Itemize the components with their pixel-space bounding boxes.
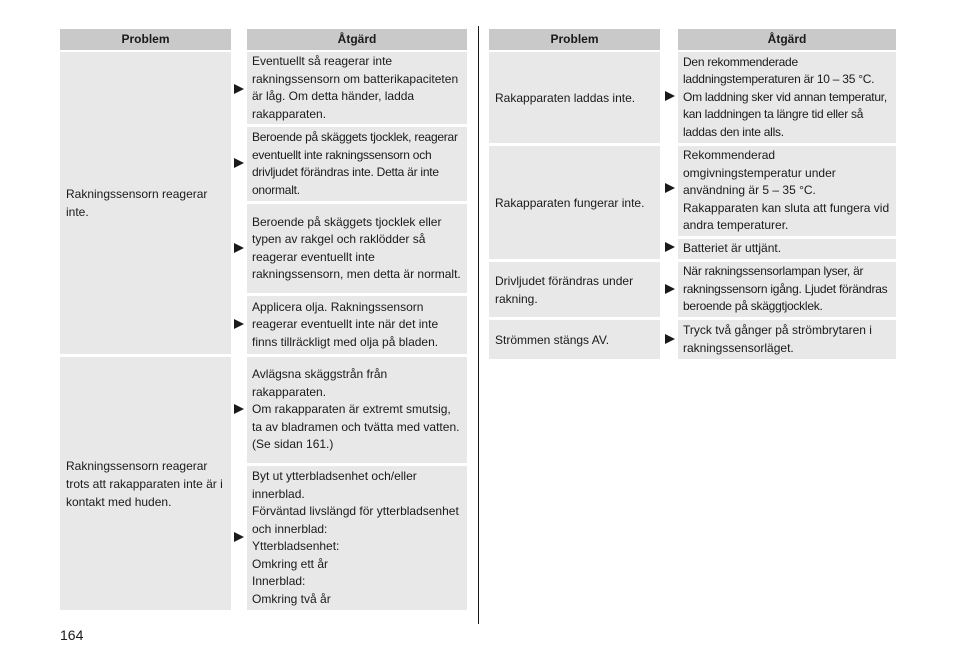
action-text: Beroende på skäggets tjocklek eller typen av rakgel och raklödder så reagerar eventuellt inte rakningssensorn, men detta är normalt. — [252, 214, 461, 281]
right-action-1-1 — [678, 52, 896, 143]
action-text: Avlägsna skäggstrån från rakapparaten. Om rakapparaten är extremt smutsig, ta av bladramen och tvätta med vatten. (Se sidan 161.) — [252, 367, 460, 452]
arrow-icon — [234, 532, 244, 542]
page-number: 164 — [60, 627, 84, 643]
arrow-icon — [234, 84, 244, 94]
right-problem-4 — [489, 320, 660, 359]
right-action-2-1 — [678, 146, 896, 236]
right-action-4-1 — [678, 320, 896, 359]
left-header-problem: Problem — [60, 29, 231, 50]
action-text: Den rekommenderade laddningstemperaturen är 10 – 35 °C. Om laddning sker vid annan temperatur, kan laddningen ta längre tid eller så laddas den inte alls. — [683, 54, 887, 139]
left-action-2-2 — [247, 466, 467, 610]
arrow-icon — [234, 243, 244, 253]
action-text: Eventuellt så reagerar inte rakningssensorn om batterikapaciteten är låg. Om detta händer, ladda rakapparaten. — [252, 54, 459, 121]
right-problem-2 — [489, 146, 660, 259]
problem-text: Rakningssensorn reagerar inte. — [66, 187, 208, 219]
right-problem-1 — [489, 52, 660, 143]
left-action-1-4 — [247, 296, 467, 354]
right-action-3-1 — [678, 262, 896, 317]
arrow-icon — [234, 404, 244, 414]
right-action-2-2 — [678, 239, 896, 259]
arrow-icon — [665, 183, 675, 193]
left-action-1-1 — [247, 52, 467, 124]
right-problem-3 — [489, 262, 660, 317]
action-text: Batteriet är uttjänt. — [683, 241, 782, 256]
arrow-icon — [665, 334, 675, 344]
problem-text: Rakningssensorn reagerar trots att rakapparaten inte är i kontakt med huden. — [66, 458, 223, 509]
arrow-icon — [665, 242, 675, 252]
left-problem-1 — [60, 52, 231, 354]
left-action-1-3 — [247, 204, 467, 293]
problem-text: Rakapparaten fungerar inte. — [495, 195, 645, 210]
left-action-1-2 — [247, 127, 467, 201]
right-header-problem: Problem — [489, 29, 660, 50]
action-text: Tryck två gånger på strömbrytaren i rakningssensorläget. — [683, 323, 872, 355]
action-text: Beroende på skäggets tjocklek, reagerar eventuellt inte rakningssensorn och drivljudet förändras inte. Detta är inte onormalt. — [252, 130, 458, 197]
left-problem-2 — [60, 357, 231, 610]
action-text: Rekommenderad omgivningstemperatur under användning är 5 – 35 °C. Rakapparaten kan sluta att fungera vid andra temperaturer. — [683, 148, 890, 233]
action-text: När rakningssensorlampan lyser, är rakningssensorn igång. Ljudet förändras beroende på skäggtjocklek. — [683, 264, 888, 314]
left-header-action: Åtgärd — [247, 29, 467, 50]
left-action-2-1 — [247, 357, 467, 463]
right-header-action: Åtgärd — [678, 29, 896, 50]
arrow-icon — [234, 319, 244, 329]
column-divider — [478, 26, 479, 624]
arrow-icon — [665, 284, 675, 294]
arrow-icon — [234, 158, 244, 168]
problem-text: Drivljudet förändras under rakning. — [495, 273, 634, 306]
arrow-icon — [665, 91, 675, 101]
action-text: Byt ut ytterbladsenhet och/eller innerblad. Förväntad livslängd för ytterbladsenhet och innerblad: Ytterbladsenhet: Omkring ett år Innerblad: Omkring två år — [252, 469, 459, 606]
action-text: Applicera olja. Rakningssensorn reagerar eventuellt inte när det inte finns tillräckligt med olja på bladen. — [252, 299, 439, 349]
problem-text: Strömmen stängs AV. — [495, 332, 610, 347]
problem-text: Rakapparaten laddas inte. — [495, 90, 636, 105]
